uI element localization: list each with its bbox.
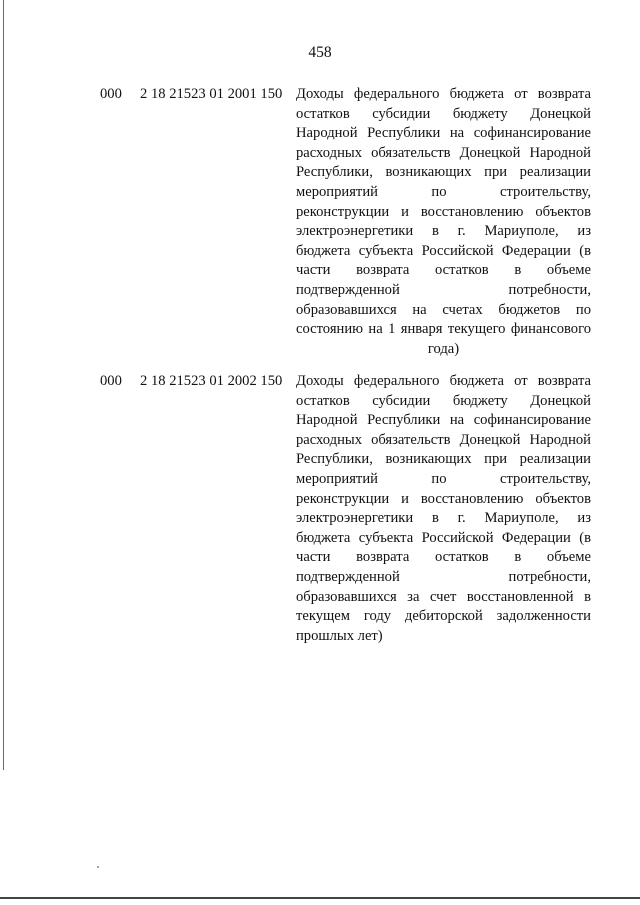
description-line: текущем году дебиторской задолженности xyxy=(296,608,591,625)
entry-description xyxy=(296,85,591,359)
description-line: подтвержденной потребности, xyxy=(296,281,591,298)
description-line: остатков субсидии бюджету Донецкой xyxy=(296,105,591,122)
description-line: части возврата остатков в объеме xyxy=(296,549,591,566)
description-line: Республики, возникающих при реализации xyxy=(296,451,591,468)
scan-speck xyxy=(97,866,99,868)
description-line: бюджета субъекта Российской Федерации (в xyxy=(296,529,591,546)
description-line: мероприятий по строительству, xyxy=(296,470,591,487)
description-line: образовавшихся на счетах бюджетов по xyxy=(296,301,591,318)
budget-classification-code: 2 18 21523 01 2001 150 xyxy=(140,86,283,102)
description-line: Доходы федерального бюджета от возврата xyxy=(296,373,591,389)
budget-classification-code: 2 18 21523 01 2002 150 xyxy=(140,373,283,389)
description-line: подтвержденной потребности, xyxy=(296,568,591,585)
description-line: года) xyxy=(427,340,460,357)
page-number: 458 xyxy=(308,44,332,61)
description-line: состоянию на 1 января текущего финансового xyxy=(296,321,591,338)
description-line: остатков субсидии бюджету Донецкой xyxy=(296,392,591,409)
scan-margin-line xyxy=(3,0,4,770)
admin-code: 000 xyxy=(100,86,122,102)
description-line: электроэнергетики в г. Мариуполе, из xyxy=(296,510,591,527)
admin-code: 000 xyxy=(100,373,122,389)
entry-description xyxy=(296,372,591,646)
description-line: Народной Республики на софинансирование xyxy=(296,125,591,142)
description-line: бюджета субъекта Российской Федерации (в xyxy=(296,242,591,259)
description-line: Народной Республики на софинансирование xyxy=(296,412,591,429)
description-line: Доходы федерального бюджета от возврата xyxy=(296,86,591,102)
description-line: образовавшихся за счет восстановленной в xyxy=(296,588,591,605)
description-line: мероприятий по строительству, xyxy=(296,183,591,200)
description-line: расходных обязательств Донецкой Народной xyxy=(296,431,591,448)
description-line: Республики, возникающих при реализации xyxy=(296,164,591,181)
description-line: расходных обязательств Донецкой Народной xyxy=(296,144,591,161)
description-line: прошлых лет) xyxy=(296,627,383,644)
description-line: электроэнергетики в г. Мариуполе, из xyxy=(296,223,591,240)
description-line: части возврата остатков в объеме xyxy=(296,262,591,279)
scan-bottom-edge xyxy=(0,897,640,899)
description-line: реконструкции и восстановлению объектов xyxy=(296,203,591,220)
description-line: реконструкции и восстановлению объектов xyxy=(296,490,591,507)
